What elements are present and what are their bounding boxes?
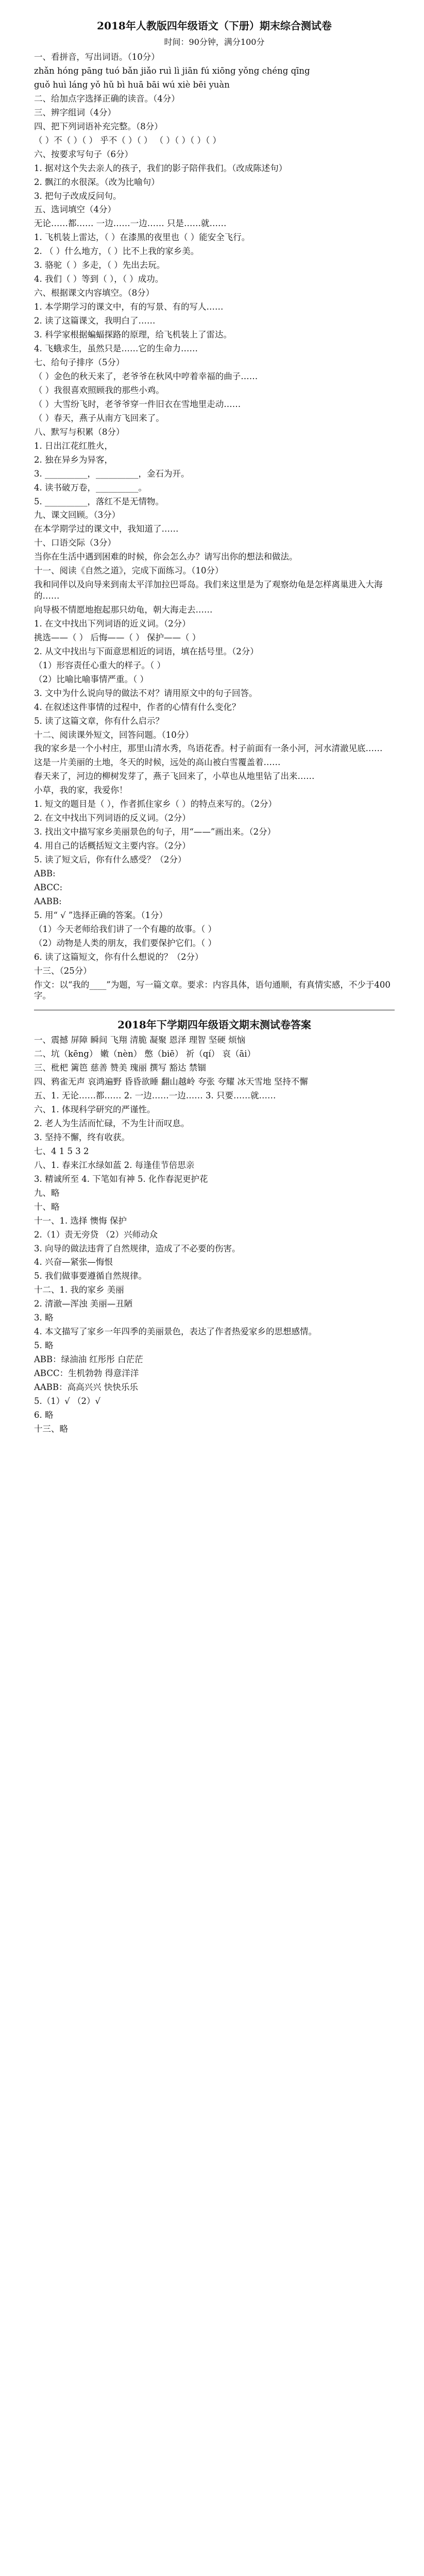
exam-subtitle: 时间：90分钟，满分100分 (164, 37, 265, 47)
answer-line: 2. 老人为生活而忙碌，不为生计而叹息。 (34, 1118, 190, 1128)
exam-line: 3. 找出文中描写家乡美丽景色的句子，用“——”画出来。（2分） (34, 827, 276, 837)
exam-line: AABB: (34, 896, 62, 906)
exam-line: （1）形容责任心重大的样子。（ ） (34, 660, 165, 670)
exam-line: （2）比喻比喻事情严重。（ ） (34, 674, 148, 684)
exam-line: 二、给加点字选择正确的读音。（4分） (34, 93, 180, 104)
exam-line: 3. 文中为什么说向导的做法不对？请用原文中的句子回答。 (34, 688, 258, 698)
exam-line: 六、按要求写句子（6分） (34, 149, 133, 159)
exam-line: ABB: (34, 869, 56, 879)
exam-line: （ ）大雪纷飞时，老爷爷穿一件旧衣在雪地里走动…… (34, 399, 241, 409)
exam-line: 4. 用自己的话概括短文主要内容。（2分） (34, 841, 191, 851)
exam-line: 向导极不情愿地抱起那只幼龟，朝大海走去…… (34, 604, 213, 615)
answer-line: 十二、1. 我的家乡 美丽 (34, 1285, 124, 1295)
answer-line: 3. 坚持不懈，终有收获。 (34, 1132, 130, 1142)
page-inner (34, 18, 395, 1437)
answer-line: 4. 兴奋—紧张—悔恨 (34, 1257, 113, 1267)
exam-line: 4. 飞蛾求生，虽然只是……它的生命力…… (34, 344, 198, 354)
answer-line: 3. 向导的做法违背了自然规律，造成了不必要的伤害。 (34, 1243, 241, 1253)
exam-line: 无论……都…… 一边……一边…… 只是……就…… (34, 218, 227, 229)
exam-line: 1. 本学期学习的课文中，有的写景、有的写人…… (34, 302, 224, 312)
answer-line: 十三、略 (34, 1423, 68, 1434)
answer-line: 十、略 (34, 1201, 60, 1212)
exam-line: 5. 读了这篇文章，你有什么启示？ (34, 716, 164, 726)
answer-line: 三、枇杷 篱笆 慈善 赞美 瑰丽 撰写 豁达 禁锢 (34, 1063, 206, 1073)
exam-line: （1）今天老师给我们讲了一个有趣的故事。（ ） (34, 924, 216, 934)
answer-line: 5.（1）√ （2）√ (34, 1396, 101, 1406)
exam-line: 小草，我的家，我爱你！ (34, 785, 128, 795)
exam-line: 九、课文回顾。（3分） (34, 510, 121, 520)
answer-line: 一、震撼 屏障 瞬间 飞翔 清脆 凝聚 恩泽 理智 坚硬 烦恼 (34, 1035, 246, 1045)
exam-line: zhǎn hóng pāng tuó bǎn jiǎo ruì lì jiān fú xiōng yǒng chéng qīng (34, 65, 310, 76)
exam-line: 五、选词填空（4分） (34, 205, 116, 215)
answer-line: ABB：绿油油 红彤彤 白茫茫 (34, 1354, 143, 1365)
exam-line: 6. 读了这篇短文，你有什么想说的？（2分） (34, 952, 203, 962)
exam-line: 十一、阅读《自然之道》，完成下面练习。（10分） (34, 566, 224, 576)
exam-line: （ ）我很喜欢照顾我的那些小鸡。 (34, 385, 164, 395)
exam-line: 2. 在文中找出下列词语的反义词。（2分） (34, 813, 191, 823)
exam-line: 3. 骆驼（ ）多走，（ ）先出去玩。 (34, 260, 165, 270)
exam-line: 5. 用“ √ ”选择正确的答案。（1分） (34, 910, 168, 920)
exam-line: 4. 在叙述这件事情的过程中，作者的心情有什么变化？ (34, 702, 241, 712)
exam-line: 1. 短文的题目是（ ），作者抓住家乡（ ）的特点来写的。（2分） (34, 799, 277, 809)
answer-line: 六、1. 体现科学研究的严谨性。 (34, 1104, 156, 1114)
exam-line: 4. 读书破万卷，__________。 (34, 482, 147, 493)
exam-line: 我的家乡是一个小村庄，那里山清水秀，鸟语花香。村子前面有一条小河，河水清澈见底…… (34, 743, 383, 754)
exam-line: 2. （ ）什么地方，（ ）比不上我的家乡美。 (34, 246, 199, 257)
exam-line: 这是一片美丽的土地，冬天的时候，远处的高山被白雪覆盖着…… (34, 757, 281, 768)
exam-line: 八、默写与积累（8分） (34, 427, 125, 437)
answers-title: 2018年下学期四年级语文期末测试卷答案 (117, 1019, 311, 1031)
answer-line: 3. 精诚所至 4. 下笔如有神 5. 化作春泥更护花 (34, 1174, 208, 1184)
answer-line: 四、鸦雀无声 哀鸿遍野 昏昏欲睡 翻山越岭 夸张 夸耀 冰天雪地 坚持不懈 (34, 1077, 308, 1087)
answer-line: 2. 清澈—浑浊 美丽—丑陋 (34, 1299, 133, 1309)
answer-line: 九、略 (34, 1188, 60, 1198)
exam-line: 3. 把句子改成反问句。 (34, 191, 122, 201)
answer-line: 5. 略 (34, 1341, 54, 1351)
answer-line: 5. 我们做事要遵循自然规律。 (34, 1271, 147, 1281)
exam-line: 三、辨字组词（4分） (34, 107, 116, 117)
exam-line: 四、把下列词语补充完整。（8分） (34, 121, 163, 131)
answer-line: 2.（1）责无旁贷 （2）兴师动众 (34, 1229, 158, 1240)
answer-line: 五、1. 无论……都…… 2. 一边……一边…… 3. 只要……就…… (34, 1091, 276, 1101)
answer-line: 3. 略 (34, 1313, 54, 1323)
exam-line: 2. 从文中找出与下面意思相近的词语，填在括号里。（2分） (34, 646, 259, 656)
exam-line: 1. 飞机装上雷达，（ ）在漆黑的夜里也（ ）能安全飞行。 (34, 232, 250, 243)
exam-line: 1. 在文中找出下列词语的近义词。（2分） (34, 618, 191, 629)
exam-line: 春天来了，河边的柳树发芽了，燕子飞回来了，小草也从地里钻了出来…… (34, 771, 315, 782)
exam-line: 六、根据课文内容填空。（8分） (34, 288, 155, 298)
exam-line: 一、看拼音，写出词语。（10分） (34, 52, 160, 62)
answer-line: ABCC：生机勃勃 得意洋洋 (34, 1368, 139, 1379)
answer-line: 6. 略 (34, 1410, 54, 1420)
exam-lines (34, 52, 395, 1002)
answer-line: 4. 本文描写了家乡一年四季的美丽景色，表达了作者热爱家乡的思想感情。 (34, 1327, 317, 1337)
exam-line: 十三、（25分） (34, 965, 92, 976)
exam-title: 2018年人教版四年级语文（下册）期末综合测试卷 (97, 20, 332, 32)
exam-line: 十二、阅读课外短文，回答问题。（10分） (34, 730, 194, 740)
exam-line: guǒ huì láng yǒ hǔ bì huā bāi wú xiè bēi yuàn (34, 79, 230, 90)
exam-line: （ ）金色的秋天来了，老爷爷在秋风中哼着幸福的曲子…… (34, 371, 258, 381)
exam-line: 4. 我们（ ）等到（ ），（ ）成功。 (34, 274, 164, 284)
exam-line: 我和同伴以及向导来到南太平洋加拉巴哥岛。我们来这里是为了观察幼龟是怎样离巢进入大海的…… (34, 580, 383, 601)
exam-line: 3. __________，__________，金石为开。 (34, 468, 190, 479)
exam-line: 当你在生活中遇到困难的时候，你会怎么办？请写出你的想法和做法。 (34, 552, 298, 562)
answer-line: 十一、1. 选择 懊悔 保护 (34, 1215, 127, 1226)
exam-line: 在本学期学过的课文中，我知道了…… (34, 524, 179, 534)
exam-line: 2. 独在异乡为异客， (34, 454, 113, 465)
exam-line: 1. 据对这个失去亲人的孩子，我们的影子陪伴我们。（改成陈述句） (34, 163, 287, 173)
answer-line: 七、4 1 5 3 2 (34, 1146, 89, 1156)
exam-line: 5. 读了短文后，你有什么感受？（2分） (34, 855, 186, 865)
answer-lines (34, 1035, 395, 1434)
exam-line: 1. 日出江花红胜火， (34, 440, 113, 451)
exam-line: （ ）春天，燕子从南方飞回来了。 (34, 413, 164, 423)
exam-line: 作文：以“我的____”为题，写一篇文章。要求：内容具体，语句通顺，有真情实感，不少于400字。 (34, 979, 391, 1001)
exam-line: 2. 飘江的水很深。（改为比喻句） (34, 177, 160, 187)
exam-line: 七、给句子排序（5分） (34, 357, 125, 367)
exam-line: 挑选——（ ） 后悔——（ ） 保护——（ ） (34, 632, 201, 642)
exam-line: （2）动物是人类的朋友，我们要保护它们。（ ） (34, 938, 216, 948)
exam-line: 3. 科学家根据蝙蝠探路的原理，给飞机装上了雷达。 (34, 330, 232, 340)
answer-line: 八、1. 春来江水绿如蓝 2. 每逢佳节倍思亲 (34, 1160, 195, 1170)
exam-line: ABCC: (34, 883, 63, 892)
answer-line: 二、坑（kēng） 嫩（nèn） 憋（biē） 祈（qí） 哀（āi） (34, 1049, 256, 1059)
answer-line: AABB：高高兴兴 快快乐乐 (34, 1382, 138, 1393)
exam-line: 5. __________，落红不是无情物。 (34, 496, 164, 506)
exam-line: 2. 读了这篇课文，我明白了…… (34, 316, 156, 326)
exam-line: 十、口语交际（3分） (34, 538, 116, 548)
exam-line: （ ）不（ ）（ ） 乎不（ ）（ ） （ ）（ ）（ ）（ ） (34, 135, 221, 145)
